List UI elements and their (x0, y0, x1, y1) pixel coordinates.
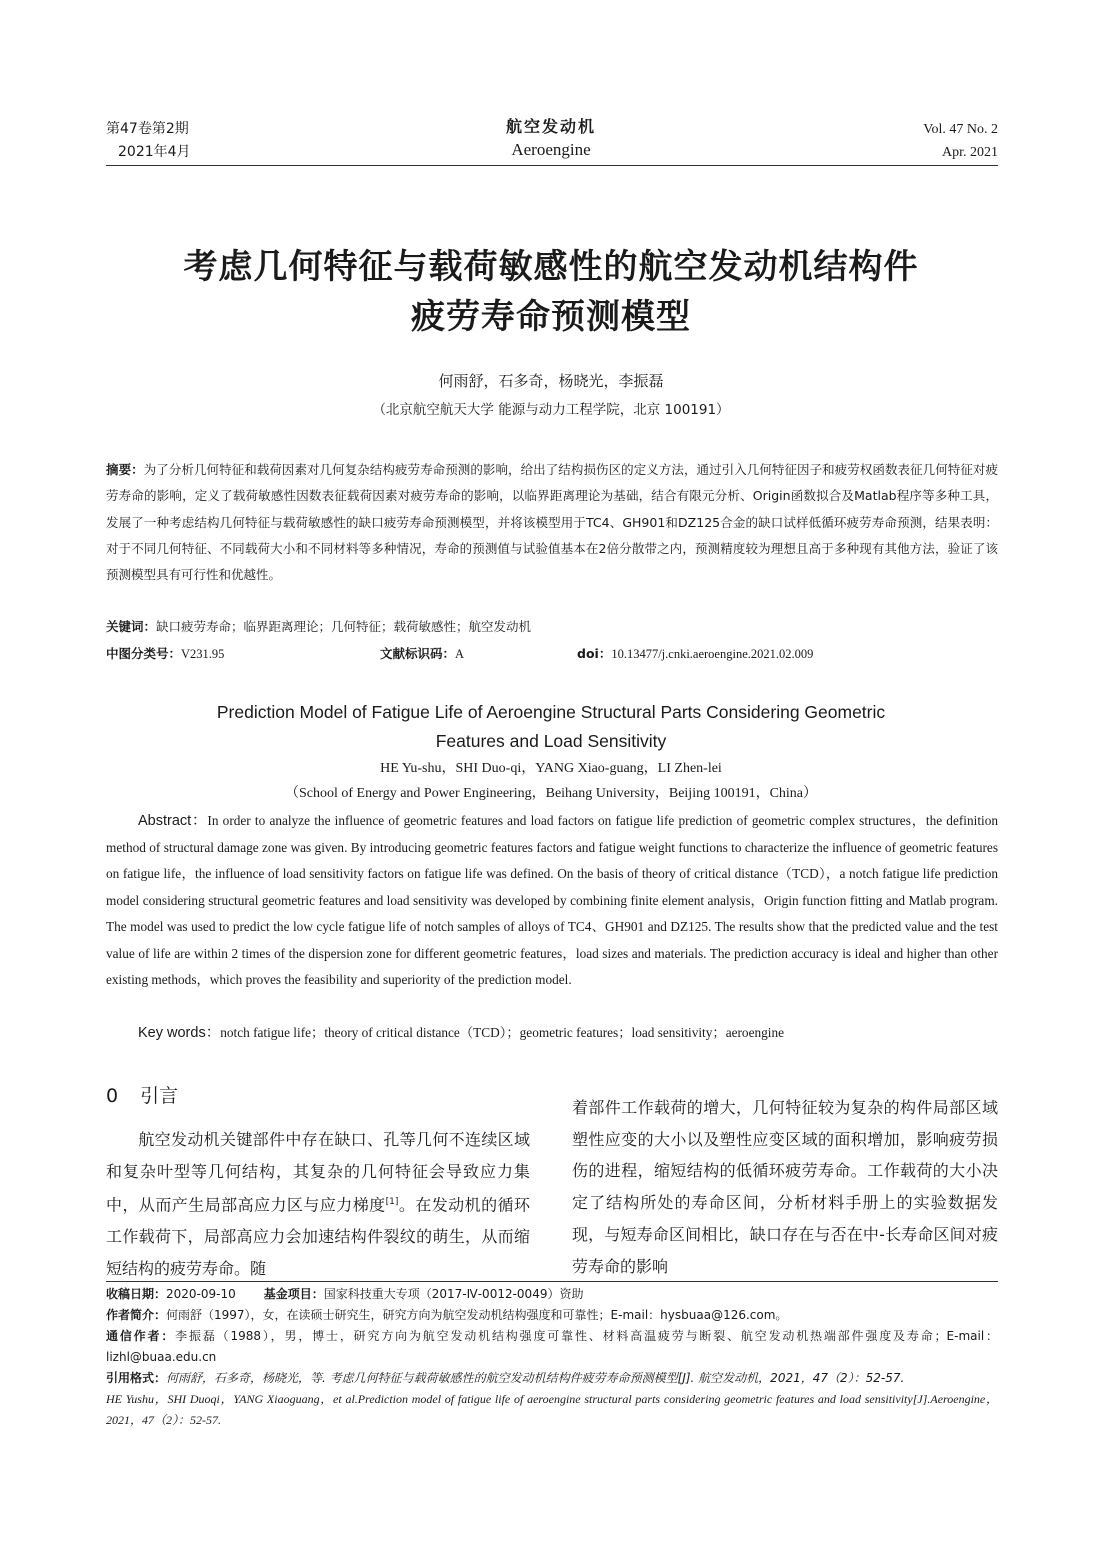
document-code (380, 641, 464, 667)
section-title: 引言 (140, 1085, 179, 1107)
classification-row (106, 641, 998, 667)
abstract-cn-text: 为了分析几何特征和载荷因素对几何复杂结构疲劳寿命预测的影响，给出了结构损伤区的定义方法，通过引入几何特征因子和疲劳权函数表征几何特征对疲劳寿命的影响，定义了载荷敏感性因数表征载荷因素对疲劳寿命的影响，以临界距离理论为基础，结合有限元分析、Origin函数拟合及Matlab程序等多种工具，发展了一种考虑结构几何特征与载荷敏感性的缺口疲劳寿命预测模型，并将该模型用于TC4、GH901和DZ125合金的缺口试样低循环疲劳寿命预测，结果表明：对于不同几何特征、不同载荷大小和不同材料等多种情况，寿命的预测值与试验值基本在2倍分散带之内，预测精度较为理想且高于多种现有其他方法，验证了该预测模型具有可行性和优越性。 (106, 462, 998, 583)
abstract-en-label: Abstract： (138, 813, 208, 829)
title-en (0, 698, 1102, 756)
corresponding-value: 李振磊（1988），男，博士，研究方向为航空发动机结构强度可靠性、材料高温疲劳与断裂、航空发动机热端部件强度及寿命；E-mail：lizhl@buaa.edu.cn (106, 1329, 998, 1364)
header-divider (106, 165, 998, 166)
reference-1[interactable]: [1] (385, 1197, 399, 1208)
footnote-citation (106, 1368, 998, 1389)
intro-text-2: 。在发动机的循环工作载荷下，局部高应力会加速结构件裂纹的萌生，从而缩短结构的疲劳寿命。随 (106, 1195, 530, 1279)
clc-number (106, 641, 224, 667)
intro-text-1: 航空发动机关键部件中存在缺口、孔等几何不连续区域和复杂叶型等几何结构，其复杂的几何特征会导致应力集中，从而产生局部高应力区与应力梯度 (106, 1130, 530, 1215)
author-bio-value: 何雨舒（1997），女，在读硕士研究生，研究方向为航空发动机结构强度和可靠性；E-mail：hysbuaa@126.com。 (166, 1308, 788, 1322)
abstract-cn (106, 457, 998, 588)
authors-en: HE Yu-shu，SHI Duo-qi，YANG Xiao-guang，LI Zhen-lei (380, 761, 722, 776)
footnote-received (106, 1284, 998, 1305)
title-en-line-2: Features and Load Sensitivity (435, 731, 667, 751)
received-value: 2020-09-10 (166, 1287, 236, 1301)
journal-name-cn: 航空发动机 (505, 117, 596, 136)
fund-label: 基金项目： (263, 1287, 324, 1301)
keywords-cn (106, 614, 998, 640)
keywords-en (106, 1020, 998, 1046)
abstract-cn-label: 摘要： (106, 462, 144, 477)
fund-value: 国家科技重大专项（2017-Ⅳ-0012-0049）资助 (323, 1287, 584, 1301)
abstract-en (106, 808, 998, 994)
journal-name-en: Aeroengine (511, 140, 591, 159)
abstract-en-text: In order to analyze the influence of geometric features and load factors on fatigue life prediction of geometric complex structures，the definition method of structural damage zone was given. By introducing geometric features factors and fatigue weight functions to characterize the influence of geometric features on fatigue life，the influence of load sensitivity factors on fatigue life was defined. On the basis of theory of critical distance（TCD），a notch fatigue life prediction model considering structural geometric features and load sensitivity was developed by combining finite element analysis，Origin function fitting and Matlab program. The model was used to predict the low cycle fatigue life of notch samples of alloys of TC4、GH901 and DZ125. The results show that the predicted value and the test value of life are within 2 times of the dispersion zone for different geometric features，load sizes and materials. The prediction accuracy is ideal and higher than other existing methods，which proves the feasibility and superiority of the prediction model. (106, 813, 999, 987)
footnotes (106, 1284, 998, 1431)
title-en-line-1: Prediction Model of Fatigue Life of Aeroengine Structural Parts Considering Geometric (216, 702, 886, 722)
corresponding-label: 通信作者： (106, 1329, 176, 1343)
title-cn (0, 242, 1102, 342)
footnote-author (106, 1305, 998, 1326)
citation-cn: 何雨舒，石多奇，杨晓光，等. 考虑几何特征与载荷敏感性的航空发动机结构件疲劳寿命预测模型[J]. 航空发动机，2021，47（2）：52-57. (166, 1371, 905, 1385)
doc-code-label: 文献标识码： (380, 646, 456, 661)
clc-value: V231.95 (181, 647, 225, 661)
volume-cn: 第47卷第2期 (106, 121, 189, 137)
doi-value: 10.13477/j.cnki.aeroengine.2021.02.009 (611, 647, 814, 661)
keywords-en-label: Key words： (138, 1025, 221, 1041)
received-label: 收稿日期： (106, 1287, 167, 1301)
keywords-en-text: notch fatigue life；theory of critical distance（TCD）；geometric features；load sensitivity；aeroengine (220, 1025, 785, 1040)
issue-info-en (923, 118, 998, 164)
doc-code-value: A (455, 647, 465, 661)
volume-en: Vol. 47 No. 2 (923, 122, 998, 137)
date-en: Apr. 2021 (942, 145, 998, 160)
date-cn: 2021年4月 (118, 144, 191, 160)
keywords-cn-text: 缺口疲劳寿命；临界距离理论；几何特征；载荷敏感性；航空发动机 (156, 619, 532, 634)
section-number: 0 (106, 1085, 119, 1107)
affiliation-cn: （北京航空航天大学 能源与动力工程学院，北京 100191） (372, 402, 730, 418)
affiliation-en: （School of Energy and Power Engineering，Beihang University，Beijing 100191，China） (284, 786, 818, 801)
section-heading (106, 1083, 178, 1109)
footnote-corresponding (106, 1326, 998, 1368)
authors-cn: 何雨舒，石多奇，杨晓光，李振磊 (438, 372, 664, 390)
doi (577, 641, 813, 667)
citation-label: 引用格式： (106, 1371, 167, 1385)
citation-en: HE Yushu，SHI Duoqi，YANG Xiaoguang，et al.Prediction model of fatigue life of aeroengine structural parts considering geometric features and load sensitivity[J].Aeroengine，2021，47（2）：52-57. (106, 1392, 998, 1427)
body-right-column: 着部件工作载荷的增大，几何特征较为复杂的构件局部区域塑性应变的大小以及塑性应变区域的面积增加，影响疲劳损伤的进程，缩短结构的低循环疲劳寿命。工作载荷的大小决定了结构所处的寿命区间，分析材料手册上的实验数据发现，与短寿命区间相比，缺口存在与否在中-长寿命区间对疲劳寿命的影响 (572, 1098, 998, 1276)
title-cn-line-1: 考虑几何特征与载荷敏感性的航空发动机结构件 (183, 247, 919, 287)
body-left-column (106, 1124, 530, 1285)
author-bio-label: 作者简介： (106, 1308, 167, 1322)
title-cn-line-2: 疲劳寿命预测模型 (411, 297, 691, 337)
keywords-cn-label: 关键词： (106, 619, 157, 634)
clc-label: 中图分类号： (106, 646, 182, 661)
doi-label: doi： (577, 646, 612, 661)
footnote-divider (106, 1281, 998, 1282)
